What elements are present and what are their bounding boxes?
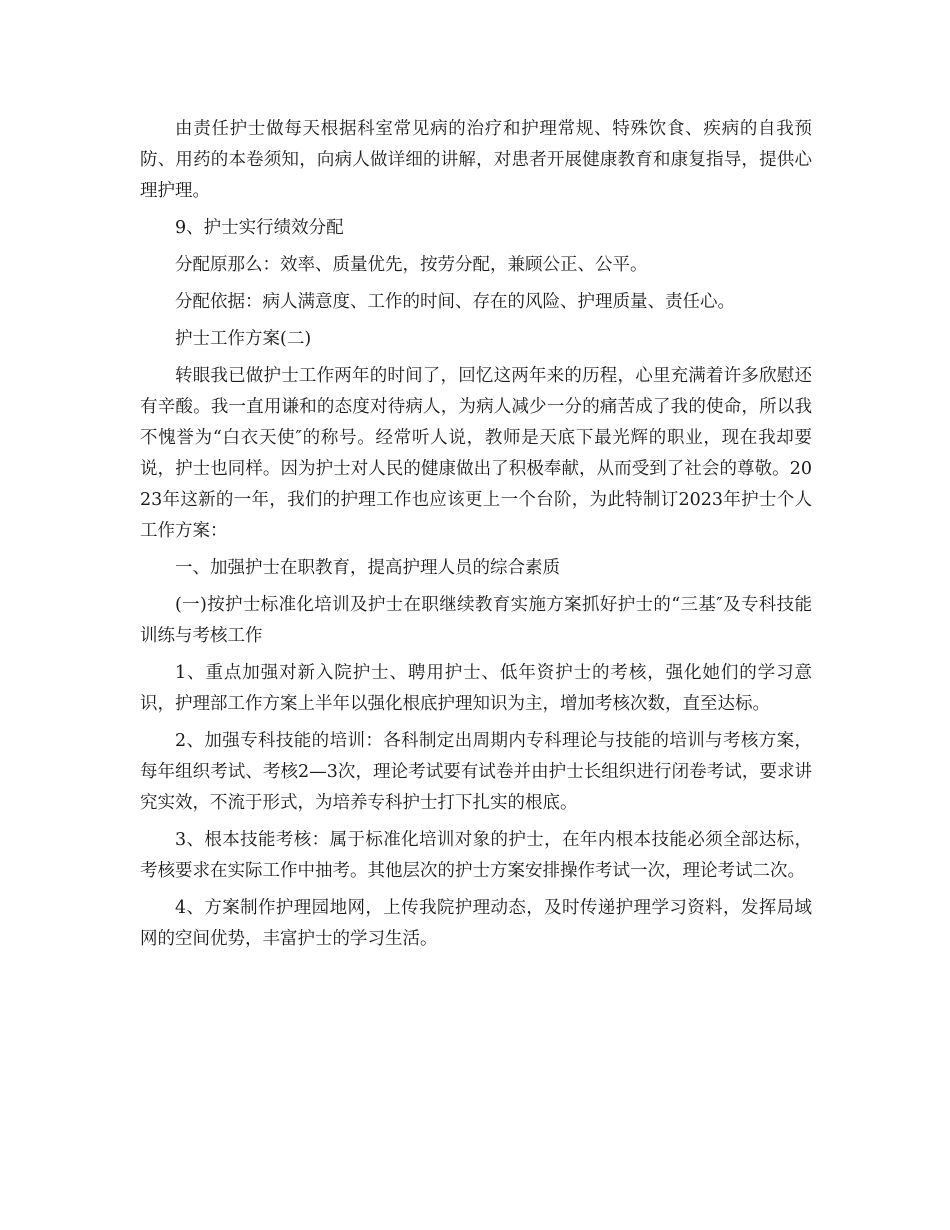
paragraph-introduction: 转眼我已做护士工作两年的时间了，回忆这两年来的历程，心里充满着许多欣慰还有辛酸。我一直用谦和的态度对待病人，为病人减少一分的痛苦成了我的使命，所以我不愧誉为“白衣天使″的称号。经常听人说，教师是天底下最光辉的职业，现在我却要说，护士也同样。因为护士对人民的健康做出了积极奉献，从而受到了社会的尊敬。2023年这新的一年，我们的护理工作也应该更上一个台阶，为此特制订2023年护士个人工作方案： <box>140 366 812 541</box>
paragraph-allocation-basis: 分配依据：病人满意度、工作的时间、存在的风险、护理质量、责任心。 <box>175 292 735 312</box>
list-item-4: 4、方案制作护理园地网，上传我院护理动态，及时传递护理学习资料，发挥局域网的空间优势，丰富护士的学习生活。 <box>140 898 812 949</box>
heading-nurse-plan-two: 护士工作方案(二) <box>175 329 312 349</box>
list-item-3: 3、根本技能考核：属于标准化培训对象的护士，在年内根本技能必须全部达标，考核要求在实际工作中抽考。其他层次的护士方案安排操作考试一次，理论考试二次。 <box>140 830 812 881</box>
heading-subsection-one: (一)按护士标准化培训及护士在职继续教育实施方案抓好护士的“三基″及专科技能训练与考核工作 <box>140 595 812 646</box>
paragraph-responsibility-nurse: 由责任护士做每天根据科室常见病的治疗和护理常规、特殊饮食、疾病的自我预防、用药的本卷须知，向病人做详细的讲解，对患者开展健康教育和康复指导，提供心理护理。 <box>140 119 812 201</box>
paragraph-allocation-principle: 分配原那么：效率、质量优先，按劳分配，兼顾公正、公平。 <box>175 255 648 275</box>
document-body <box>140 114 812 961</box>
list-item-1: 1、重点加强对新入院护士、聘用护士、低年资护士的考核，强化她们的学习意识，护理部工作方案上半年以强化根底护理知识为主，增加考核次数，直至达标。 <box>140 663 812 714</box>
list-item-2: 2、加强专科技能的培训：各科制定出周期内专科理论与技能的培训与考核方案，每年组织考试、考核2—3次，理论考试要有试卷并由护士长组织进行闭卷考试，要求讲究实效，不流于形式，为培养专科护士打下扎实的根底。 <box>140 731 812 813</box>
heading-performance-allocation: 9、护士实行绩效分配 <box>175 218 344 238</box>
heading-section-one: 一、加强护士在职教育，提高护理人员的综合素质 <box>175 558 560 578</box>
